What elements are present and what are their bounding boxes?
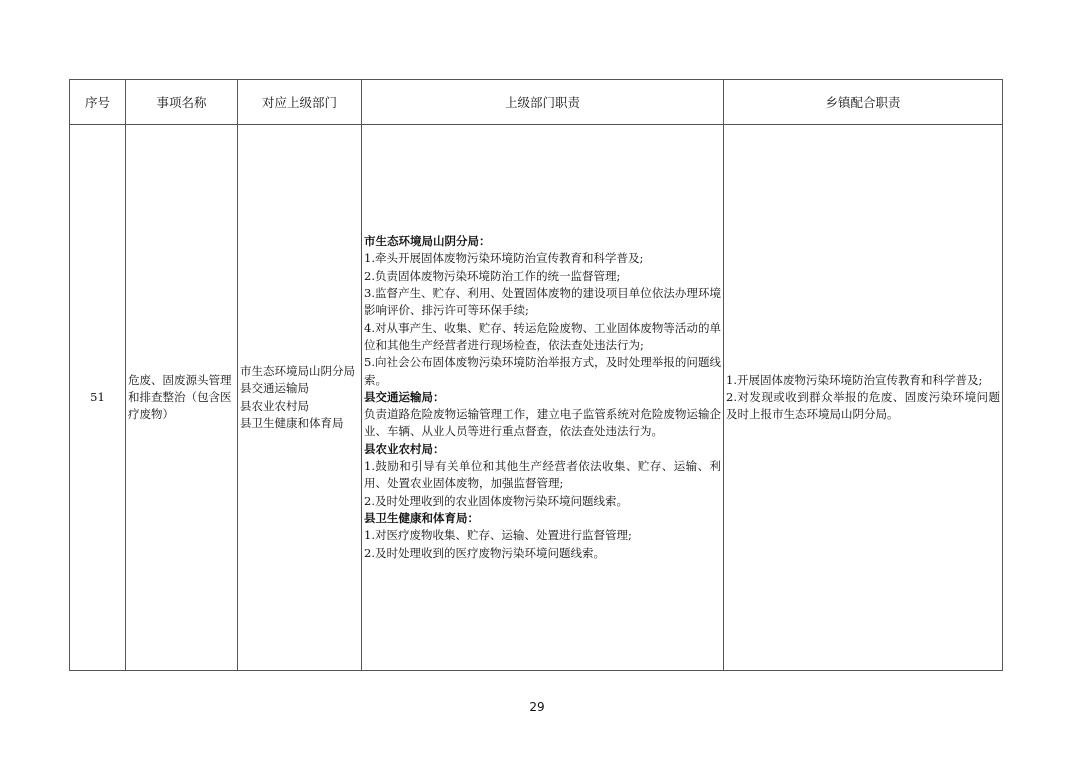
duty-dept-heading: 县卫生健康和体育局： xyxy=(364,510,479,525)
duty-item: 1.牵头开展固体废物污染环境防治宣传教育和科学普及; xyxy=(364,251,644,266)
table-row xyxy=(70,125,1003,671)
departments-cell xyxy=(238,125,362,671)
township-duty-item: 2.对发现或收到群众举报的危废、固废污染环境问题及时上报市生态环境局山阴分局。 xyxy=(726,389,1000,422)
header-row xyxy=(70,80,1003,125)
department-name: 县农业农村局 xyxy=(240,398,309,413)
page-number: 29 xyxy=(529,700,545,714)
department-name: 市生态环境局山阴分局 xyxy=(240,363,355,378)
header-superior-duties: 上级部门职责 xyxy=(362,80,724,125)
department-name: 县卫生健康和体育局 xyxy=(240,415,344,430)
duty-item: 负责道路危险废物运输管理工作，建立电子监管系统对危险废物运输企业、车辆、从业人员等进行重点督查，依法查处违法行为。 xyxy=(364,407,721,439)
duty-item: 2.及时处理收到的农业固体废物污染环境问题线索。 xyxy=(364,493,628,508)
superior-duties-cell xyxy=(362,125,724,671)
duty-item: 2.及时处理收到的医疗废物污染环境问题线索。 xyxy=(364,545,605,560)
duty-item: 3.监督产生、贮存、利用、处置固体废物的建设项目单位依法办理环境影响评价、排污许可等环保手续; xyxy=(364,286,721,318)
department-name: 县交通运输局 xyxy=(240,381,309,396)
header-item-name: 事项名称 xyxy=(126,80,238,125)
header-township-duties: 乡镇配合职责 xyxy=(724,80,1003,125)
item-name-cell: 危废、固废源头管理和排查整治（包含医疗废物） xyxy=(126,125,238,671)
duty-item: 4.对从事产生、收集、贮存、转运危险废物、工业固体废物等活动的单位和其他生产经营者进行现场检查，依法查处违法行为; xyxy=(364,320,721,352)
duty-table xyxy=(69,79,1003,671)
township-duties-cell xyxy=(724,125,1003,671)
duty-item: 2.负责固体废物污染环境防治工作的统一监督管理; xyxy=(364,268,621,283)
duty-dept-heading: 县交通运输局： xyxy=(364,389,445,404)
duty-dept-heading: 市生态环境局山阴分局： xyxy=(364,234,491,249)
header-superior-dept: 对应上级部门 xyxy=(238,80,362,125)
duty-dept-heading: 县农业农村局： xyxy=(364,441,445,456)
seq-cell: 51 xyxy=(70,125,126,671)
header-seq: 序号 xyxy=(70,80,126,125)
duty-item: 1.对医疗废物收集、贮存、运输、处置进行监督管理; xyxy=(364,528,632,543)
duty-item: 5.向社会公布固体废物污染环境防治举报方式，及时处理举报的问题线索。 xyxy=(364,355,721,387)
township-duty-item: 1.开展固体废物污染环境防治宣传教育和科学普及; xyxy=(726,372,983,387)
duty-item: 1.鼓励和引导有关单位和其他生产经营者依法收集、贮存、运输、利用、处置农业固体废物，加强监督管理; xyxy=(364,459,721,491)
